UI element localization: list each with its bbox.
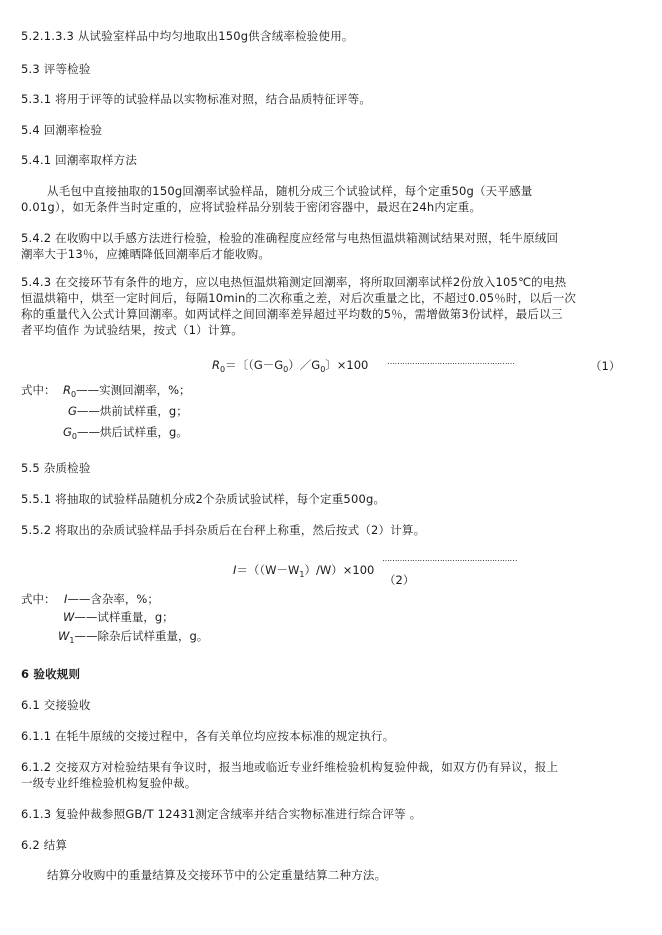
heading-5-3: 5.3 评等检验 — [21, 62, 91, 76]
defs-2-prefix: 式中： — [21, 592, 56, 606]
defs-2-item-w: W——试样重量，g； — [63, 610, 174, 624]
clause-5-4-3-line-4: 者平均值作 为试验结果，按式（1）计算。 — [21, 323, 243, 337]
formula-1-sub-b: 0 — [320, 365, 326, 374]
formula-1-sub-a: 0 — [283, 365, 289, 374]
defs-2-item-i: I——含杂率，%； — [64, 592, 159, 606]
clause-5-4-3-line-2: 恒温烘箱中，烘至一定时间后，每隔10min的二次称重之差，对后次重量之比，不超过0.05％时，以后一次 — [21, 291, 577, 305]
heading-6-1: 6.1 交接验收 — [21, 698, 91, 712]
formula-2-body-b: ）/W）×100 — [304, 563, 375, 577]
formula-1-body-c: 〕×100 — [325, 358, 369, 372]
formula-2-number: （2） — [384, 573, 415, 587]
defs-1-item-g: G——烘前试样重，g； — [68, 404, 188, 418]
defs-1-prefix: 式中： — [21, 383, 56, 397]
paragraph-5-4-1-line-1: 从毛包中直接抽取的150g回潮率试验样品，随机分成三个试验试样，每个定重50g（天平感量 — [47, 184, 533, 198]
defs-1-item-g0: $G_0——$烘后试样重，g。 — [63, 425, 188, 441]
formula-1-number: （1） — [590, 359, 621, 373]
heading-5-5: 5.5 杂质检验 — [21, 461, 91, 475]
clause-5-5-2: 5.5.2 将取出的杂质试验样品手抖杂质后在台秤上称重，然后按式（2）计算。 — [21, 523, 426, 537]
clause-5-5-1: 5.5.1 将抽取的试验样品随机分成2个杂质试验试样，每个定重500g。 — [21, 492, 386, 506]
clause-6-1-1: 6.1.1 在牦牛原绒的交接过程中，各有关单位均应按本标准的规定执行。 — [21, 729, 395, 743]
paragraph-5-4-1-line-2: 0.01g），如无条件当时定重的，应将试验样品分别装于密闭容器中，最迟在24h内定重。 — [21, 200, 482, 214]
clause-6-1-2-line-1: 6.1.2 交接双方对检验结果有争议时，报当地或临近专业纤维检验机构复验仲裁，如双方仍有异议，报上 — [21, 760, 559, 774]
heading-6: 6 验收规则 — [21, 667, 81, 681]
heading-5-4-1: 5.4.1 回潮率取样方法 — [21, 153, 138, 167]
formula-1-lhs: R — [212, 358, 220, 372]
formula-2-body-a: ＝（（W－W — [236, 563, 300, 577]
formula-2 — [233, 562, 374, 579]
formula-2-leader-dots: ……………………………………………… — [382, 554, 517, 563]
clause-5-4-2-line-2: 潮率大于13％，应摊晒降低回潮率后才能收购。 — [21, 247, 271, 261]
formula-1-leader-dots: …………………………………………… — [387, 357, 515, 366]
formula-1-lhs-sub: 0 — [220, 365, 226, 374]
heading-5-4: 5.4 回潮率检验 — [21, 123, 103, 137]
clause-5-4-3-line-1: 5.4.3 在交接环节有条件的地方，应以电热恒温烘箱测定回潮率，将所取回潮率试样2份放入105℃的电热 — [21, 275, 567, 289]
clause-5-3-1: 5.3.1 将用于评等的试验样品以实物标准对照，结合品质特征评等。 — [21, 92, 372, 106]
formula-1 — [212, 357, 368, 374]
formula-1-body-b: ）／G — [288, 358, 321, 372]
clause-5-4-2-line-1: 5.4.2 在收购中以手感方法进行检验，检验的准确程度应经常与电热恒温烘箱测试结果对照，牦牛原绒回 — [21, 231, 559, 245]
paragraph-6-2: 结算分收购中的重量结算及交接环节中的公定重量结算二种方法。 — [47, 868, 387, 882]
clause-5-2-1-3-3: 5.2.1.3.3 从试验室样品中均匀地取出150g供含绒率检验使用。 — [21, 29, 354, 43]
clause-6-1-2-line-2: 一级专业纤维检验机构复验仲裁。 — [21, 776, 197, 790]
clause-6-1-3: 6.1.3 复验仲裁参照GB/T 12431测定含绒率并结合实物标准进行综合评等 。 — [21, 807, 422, 821]
heading-6-2: 6.2 结算 — [21, 838, 68, 852]
defs-2-item-w1: $W_1——$除杂后试样重量，g。 — [58, 629, 209, 645]
defs-1-item-r0: $R_0——$实测回潮率，%； — [63, 383, 191, 399]
formula-2-lhs: I — [233, 563, 237, 577]
formula-2-sub: 1 — [299, 570, 305, 579]
formula-1-body-a: ＝〔（G－G — [225, 358, 284, 372]
clause-5-4-3-line-3: 称的重量代入公式计算回潮率。如两试样之间回潮率差异超过平均数的5％，需增做第3份试样，最后以三 — [21, 307, 563, 321]
